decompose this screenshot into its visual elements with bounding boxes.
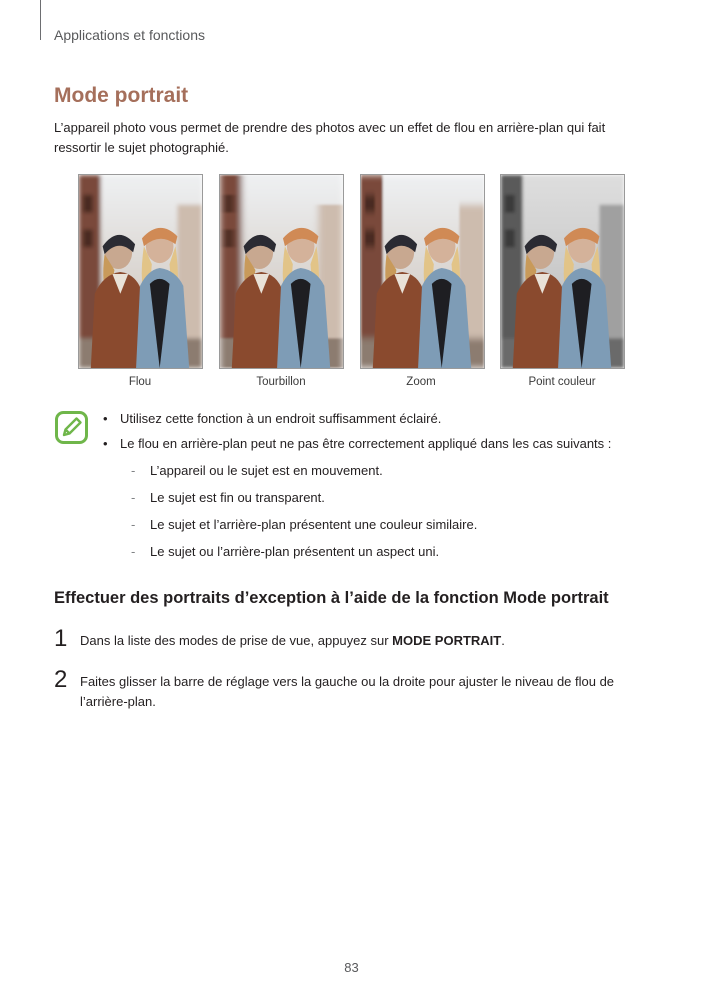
step-number: 1 [54,625,68,652]
note-pencil-icon [55,411,88,444]
note-sub-item: - Le sujet est fin ou transparent. [131,490,325,505]
note-bullet: • Utilisez cette fonction à un endroit suffisamment éclairé. [103,411,442,426]
caption-color-point: Point couleur [528,376,596,388]
page-title: Mode portrait [54,84,189,107]
photo-zoom [360,174,485,369]
step-text: Faites glisser la barre de réglage vers la gauche ou la droite pour ajuster le niveau de flou de l’arrière-plan. [80,674,615,709]
header-rule [40,0,41,40]
photo-spin [219,174,344,369]
note-list [100,409,660,569]
section-title: Effectuer des portraits d’exception à l’aide de la fonction Mode portrait [54,589,609,607]
running-head: Applications et fonctions [54,27,205,43]
intro-paragraph: L’appareil photo vous permet de prendre des photos avec un effet de flou en arrière-plan qui fait ressortir le sujet photographié. [54,120,606,155]
caption-blur: Flou [128,376,152,388]
photo-row [78,174,626,369]
caption-zoom: Zoom [406,376,436,388]
photo-blur [78,174,203,369]
note-sub-item: - Le sujet et l’arrière-plan présentent une couleur similaire. [131,517,478,532]
note-sub-item: - Le sujet ou l’arrière-plan présentent un aspect uni. [131,544,440,559]
note-bullet: • Le flou en arrière-plan peut ne pas être correctement appliqué dans les cas suivants : [103,436,612,451]
step-number: 2 [54,666,68,693]
caption-spin: Tourbillon [256,376,306,388]
step-text: Dans la liste des modes de prise de vue, appuyez sur MODE PORTRAIT. [80,633,505,648]
note-sub-item: - L’appareil ou le sujet est en mouvement. [131,463,383,478]
photo-color-point [500,174,625,369]
page-number: 83 [344,960,359,975]
